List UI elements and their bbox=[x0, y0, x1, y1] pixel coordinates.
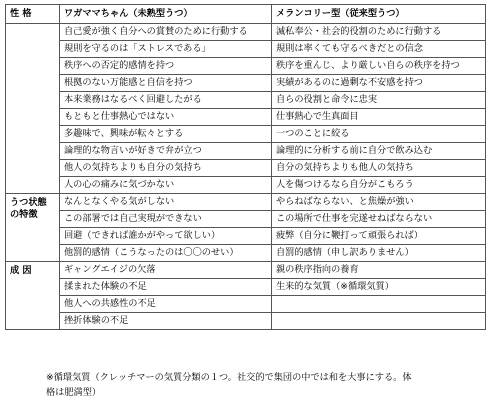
cell-melancholic: 人を傷つけるなら自分がこもろう bbox=[272, 177, 486, 194]
table-row bbox=[6, 160, 486, 177]
cell-immature: 多趣味で、興味が転々とする bbox=[60, 126, 272, 143]
footnote bbox=[46, 370, 476, 400]
table-row bbox=[6, 211, 486, 228]
cell-immature: 自己愛が強く自分への賞賛のために行動する bbox=[60, 24, 272, 41]
cell-immature: 秩序への否定的感情を持つ bbox=[60, 58, 272, 75]
table-body bbox=[6, 24, 486, 330]
cell-melancholic: 自らの役割と命令に忠実 bbox=[272, 92, 486, 109]
table-row bbox=[6, 194, 486, 211]
table-row bbox=[6, 41, 486, 58]
cell-melancholic: 一つのことに絞る bbox=[272, 126, 486, 143]
cell-melancholic: 親の秩序指向の養育 bbox=[272, 262, 486, 279]
cell-melancholic: 生来的な気質（※循環気質） bbox=[272, 279, 486, 296]
table-row bbox=[6, 245, 486, 262]
cell-immature: 根拠のない万能感と自信を持つ bbox=[60, 75, 272, 92]
table-row bbox=[6, 92, 486, 109]
cell-immature: 他人の気持ちよりも自分の気持ち bbox=[60, 160, 272, 177]
table-row bbox=[6, 109, 486, 126]
cell-melancholic: 自分の気持ちよりも他人の気持ち bbox=[272, 160, 486, 177]
cell-melancholic: 疲弊（自分に鞭打って頑張られば） bbox=[272, 228, 486, 245]
cell-melancholic: 論理的に分析する前に自分で飲み込む bbox=[272, 143, 486, 160]
cell-immature: もともと仕事熱心ではない bbox=[60, 109, 272, 126]
cell-melancholic bbox=[272, 313, 486, 330]
table-row bbox=[6, 126, 486, 143]
header-category: 性 格 bbox=[6, 5, 60, 24]
footnote-line-2: 格は肥満型） bbox=[46, 387, 102, 398]
cell-melancholic: 実績があるのに過剰な不安感を持つ bbox=[272, 75, 486, 92]
cell-melancholic: 秩序を重んじ、より厳しい自らの秩序を持つ bbox=[272, 58, 486, 75]
cell-immature: 挫折体験の不足 bbox=[60, 313, 272, 330]
cell-immature: ギャングエイジの欠落 bbox=[60, 262, 272, 279]
cell-melancholic: やらねばならない、と焦燥が強い bbox=[272, 194, 486, 211]
comparison-table bbox=[5, 4, 486, 330]
table-row bbox=[6, 262, 486, 279]
cell-immature: 人の心の痛みに気づかない bbox=[60, 177, 272, 194]
table-row bbox=[6, 58, 486, 75]
cell-immature: 本来業務はなるべく回避したがる bbox=[60, 92, 272, 109]
cell-melancholic bbox=[272, 296, 486, 313]
cell-immature: 規則を守るのは「ストレスである」 bbox=[60, 41, 272, 58]
cell-immature: 他罰的感情（こうなったのは〇〇のせい） bbox=[60, 245, 272, 262]
cell-melancholic: 仕事熱心で生真面目 bbox=[272, 109, 486, 126]
section-label-causes: 成 因 bbox=[6, 262, 60, 330]
footnote-line-1: ※循環気質（クレッチマーの気質分類の１つ。社交的で集団の中では和を大事にする。体 bbox=[46, 372, 412, 383]
cell-immature: 回避（できれば誰かがやって欲しい） bbox=[60, 228, 272, 245]
cell-immature: 他人への共感性の不足 bbox=[60, 296, 272, 313]
section-label-depression-features: うつ状態の特徴 bbox=[6, 194, 60, 262]
table-header-row bbox=[6, 5, 486, 24]
table-row bbox=[6, 75, 486, 92]
table-row bbox=[6, 177, 486, 194]
cell-melancholic: 滅私奉公・社会的役割のために行動する bbox=[272, 24, 486, 41]
cell-melancholic: この場所で仕事を完遂せねばならない bbox=[272, 211, 486, 228]
cell-melancholic: 自罰的感情（申し訳ありません） bbox=[272, 245, 486, 262]
table-row bbox=[6, 143, 486, 160]
cell-immature: この部署では自己実現ができない bbox=[60, 211, 272, 228]
cell-melancholic: 規則は率くても守るべきだとの信念 bbox=[272, 41, 486, 58]
header-melancholic-type: メランコリー型（従来型うつ） bbox=[272, 5, 486, 24]
cell-immature: なんとなくやる気がしない bbox=[60, 194, 272, 211]
section-label-personality bbox=[6, 24, 60, 194]
table-row bbox=[6, 24, 486, 41]
header-immature-type: ワガママちゃん（未熟型うつ） bbox=[60, 5, 272, 24]
table-row bbox=[6, 296, 486, 313]
cell-immature: 揉まれた体験の不足 bbox=[60, 279, 272, 296]
table-row bbox=[6, 279, 486, 296]
cell-immature: 論理的な物言いが好きで弁が立つ bbox=[60, 143, 272, 160]
table-row bbox=[6, 228, 486, 245]
table-row bbox=[6, 313, 486, 330]
